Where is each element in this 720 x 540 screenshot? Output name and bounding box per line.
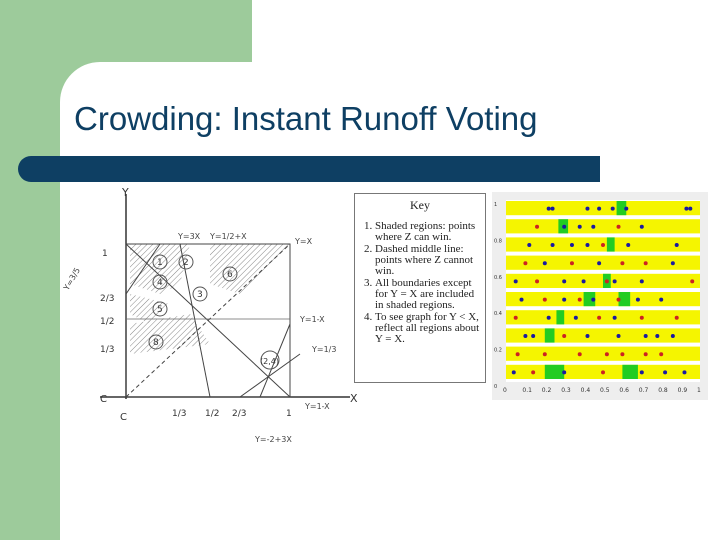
plot-point: [655, 334, 659, 338]
plot-point: [585, 207, 589, 211]
region-label: 8: [153, 338, 159, 348]
plot-point: [520, 298, 524, 302]
y-tick-label: 0.6: [494, 274, 502, 281]
plot-point: [688, 207, 692, 211]
plot-point: [535, 279, 539, 283]
plot-point: [562, 370, 566, 374]
y-tick-label: 1: [102, 249, 108, 259]
plot-point: [617, 225, 621, 229]
y-tick-label: 0: [494, 384, 498, 390]
plot-point: [644, 352, 648, 356]
x-tick-label: 1: [697, 387, 701, 394]
plot-point: [543, 261, 547, 265]
plot-point: [547, 207, 551, 211]
plot-point: [675, 316, 679, 320]
plot-point: [671, 334, 675, 338]
plot-point: [605, 279, 609, 283]
key-list: [355, 221, 485, 345]
plot-point: [527, 243, 531, 247]
line-label: Y=1-X: [305, 402, 330, 411]
plot-point: [644, 334, 648, 338]
plot-point: [675, 243, 679, 247]
shaded-region: [210, 244, 290, 294]
plot-point: [531, 334, 535, 338]
plot-point: [684, 207, 688, 211]
plot-point: [617, 334, 621, 338]
plot-point: [620, 261, 624, 265]
plot-row-band: [506, 292, 700, 306]
plot-point: [574, 316, 578, 320]
x-tick-label: 2/3: [232, 409, 247, 419]
plot-point: [516, 352, 520, 356]
slide-title: Crowding: Instant Runoff Voting: [74, 100, 538, 137]
plot-point: [597, 207, 601, 211]
x-tick-label: 0.3: [561, 387, 571, 394]
plot-point: [570, 243, 574, 247]
plot-point: [578, 352, 582, 356]
key-item: 4. To see graph for Y < X, reflect all regions about Y = X.: [375, 312, 481, 345]
y-tick-label: 0.4: [494, 311, 502, 318]
plot-point: [620, 352, 624, 356]
plot-point: [578, 298, 582, 302]
plot-point: [523, 261, 527, 265]
y-tick-label: 0.2: [494, 347, 502, 354]
key-item: 1. Shaded regions: points where Z can win.: [375, 221, 481, 243]
plot-point: [626, 243, 630, 247]
x-tick-label: 0.6: [619, 387, 629, 394]
plot-point: [640, 279, 644, 283]
y-axis-label: Y: [122, 186, 129, 199]
plot-point: [611, 207, 615, 211]
plot-point: [531, 370, 535, 374]
x-tick-label: 1/2: [205, 409, 220, 419]
line-label: Y=1/2+X: [210, 232, 247, 241]
plot-point: [562, 298, 566, 302]
legend-key-box: [354, 193, 486, 383]
region-label: 3: [197, 290, 203, 300]
plot-point: [591, 298, 595, 302]
plot-point: [624, 207, 628, 211]
x-tick-label: 0.9: [677, 387, 688, 394]
plot-point: [640, 370, 644, 374]
plot-point: [605, 352, 609, 356]
plot-point: [682, 370, 686, 374]
y-tick-label: 1/2: [100, 317, 115, 327]
key-item: 3. All boundaries except for Y = X are included in shaded regions.: [375, 278, 481, 311]
plot-point: [535, 225, 539, 229]
plot-point: [562, 279, 566, 283]
plot-point: [514, 279, 518, 283]
region-label: 1: [157, 258, 163, 268]
plot-point: [617, 298, 621, 302]
x-tick-label: 0.8: [658, 387, 668, 394]
plot-point: [582, 279, 586, 283]
plot-point: [644, 261, 648, 265]
plot-point: [640, 316, 644, 320]
plot-point: [570, 261, 574, 265]
x-tick-label: 0.7: [638, 387, 649, 394]
plot-point: [543, 298, 547, 302]
line-label: Y=3X: [178, 232, 201, 241]
point-label: (2,4): [260, 357, 279, 366]
key-title: Key: [410, 198, 430, 212]
plot-point: [551, 243, 555, 247]
plot-point: [597, 316, 601, 320]
y-tick-label: 2/3: [100, 294, 115, 304]
plot-point: [585, 334, 589, 338]
x-tick-label: 0.2: [541, 387, 552, 394]
x-tick-label: 1/3: [172, 409, 187, 419]
x-tick-label: 0.4: [580, 387, 591, 394]
left-accent-bar: [0, 0, 60, 540]
plot-point: [514, 316, 518, 320]
plot-point: [523, 334, 527, 338]
plot-point: [690, 279, 694, 283]
plot-point: [640, 225, 644, 229]
x-axis-label: X: [350, 392, 358, 405]
plot-highlight-band: [545, 328, 555, 342]
line-label: Y=1/3: [312, 345, 337, 354]
plot-point: [578, 225, 582, 229]
plot-row-band: [506, 328, 700, 342]
region-label: 6: [227, 270, 233, 280]
plot-highlight-band: [545, 365, 564, 379]
plot-point: [601, 243, 605, 247]
origin-label: C: [120, 412, 127, 423]
x-tick-label: 1: [286, 409, 292, 419]
x-tick-label: 0.1: [522, 387, 532, 394]
plot-row-band: [506, 219, 700, 233]
plot-highlight-band: [607, 237, 615, 251]
plot-point: [601, 370, 605, 374]
plot-row-band: [506, 256, 700, 270]
title-underline-bar: [18, 156, 600, 182]
region-label: 5: [157, 305, 163, 315]
key-item: 2. Dashed middle line: points where Z cannot win.: [375, 244, 481, 277]
plot-point: [551, 207, 555, 211]
plot-point: [547, 316, 551, 320]
plot-point: [659, 352, 663, 356]
origin-label: C: [100, 394, 107, 405]
plot-point: [613, 279, 617, 283]
plot-point: [671, 261, 675, 265]
plot-point: [543, 352, 547, 356]
plot-highlight-band: [556, 310, 564, 324]
line-label: Y=-2+3X: [255, 435, 292, 444]
plot-highlight-band: [622, 365, 638, 379]
plot-point: [597, 261, 601, 265]
hand-drawn-region-diagram: [60, 184, 360, 474]
simulation-scatter-plot: [492, 192, 708, 400]
y-tick-label: 1: [494, 202, 498, 208]
line-label: Y=X: [295, 237, 313, 246]
y-tick-label: 0.8: [494, 238, 502, 245]
plot-point: [636, 298, 640, 302]
plot-point: [562, 225, 566, 229]
plot-point: [585, 243, 589, 247]
plot-point: [562, 334, 566, 338]
x-tick-label: 0.5: [600, 387, 610, 394]
x-tick-label: 0: [503, 387, 507, 394]
plot-point: [663, 370, 667, 374]
region-label: 4: [157, 278, 163, 288]
plot-row-band: [506, 347, 700, 361]
plot-point: [591, 225, 595, 229]
plot-point: [659, 298, 663, 302]
plot-point: [512, 370, 516, 374]
top-accent-bar: [60, 0, 252, 62]
line-label: Y=1-X: [300, 315, 325, 324]
region-label: 2: [183, 258, 189, 268]
plot-row-band: [506, 201, 700, 215]
line-label: Y=3/5: [61, 266, 82, 292]
y-tick-label: 1/3: [100, 345, 115, 355]
plot-row-band: [506, 310, 700, 324]
plot-point: [613, 316, 617, 320]
